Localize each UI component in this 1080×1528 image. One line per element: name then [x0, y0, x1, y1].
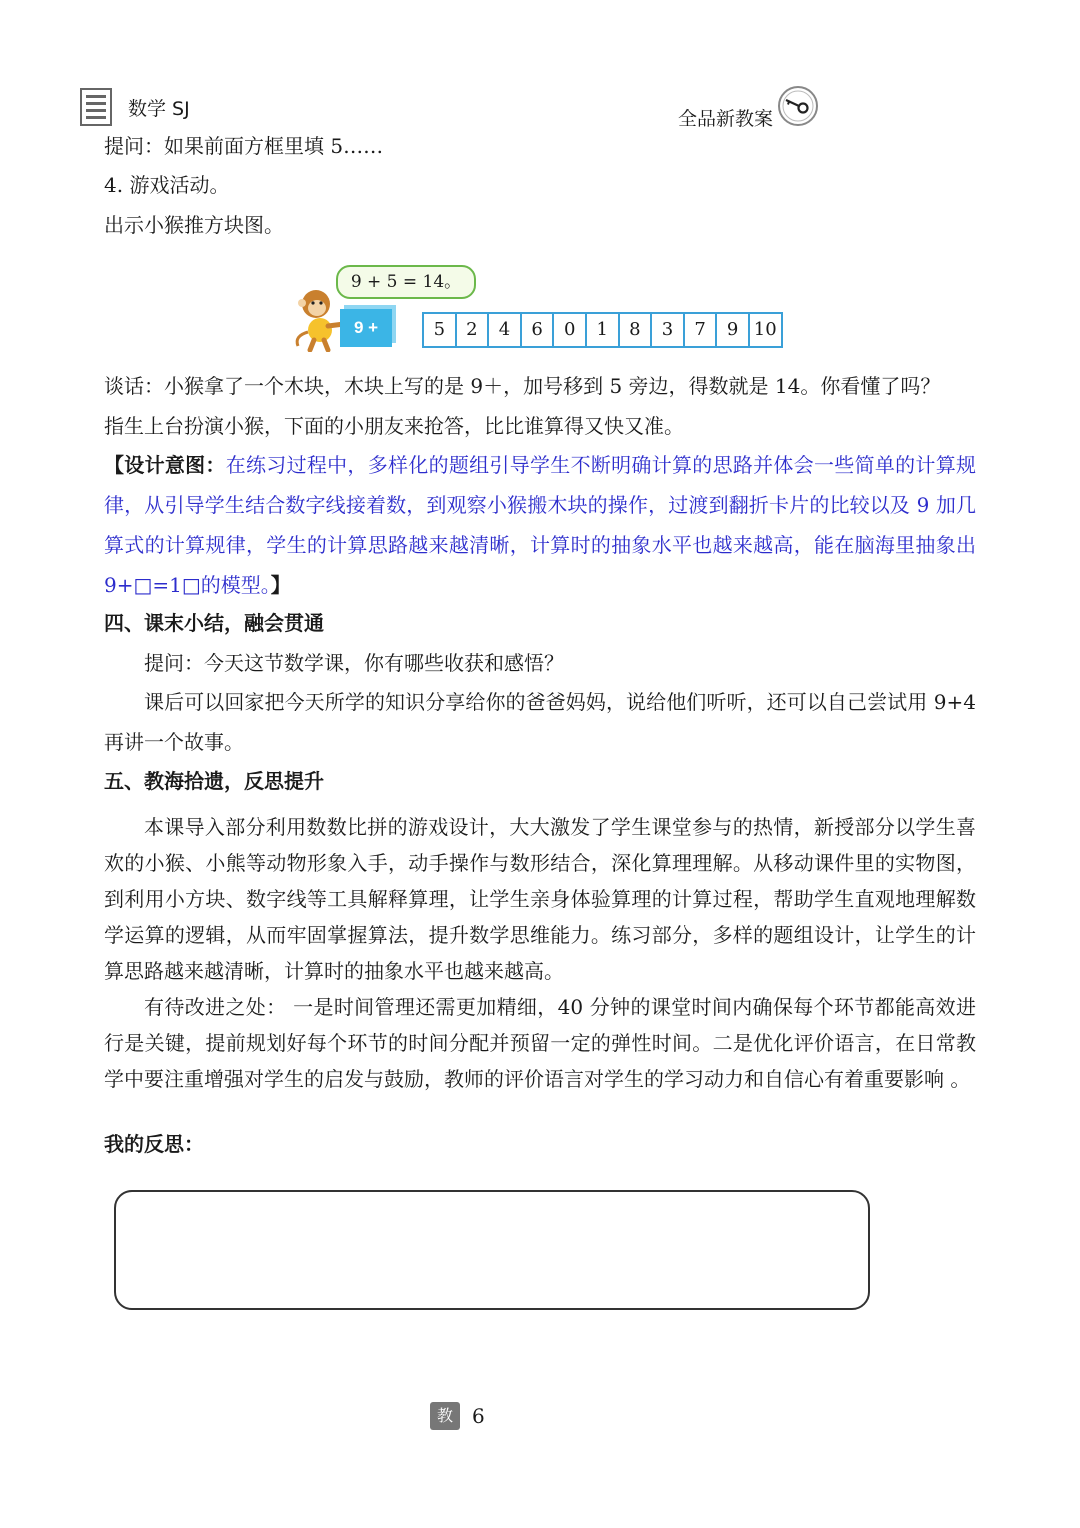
show-picture-line: 出示小猴推方块图。	[104, 213, 284, 237]
talk-paragraph	[104, 366, 976, 446]
question-line: 提问：如果前面方框里填 5……	[104, 134, 384, 158]
page-number: 6	[472, 1404, 485, 1428]
design-note	[104, 445, 976, 605]
key-icon	[777, 85, 819, 127]
section-4-question: 提问：今天这节数学课，你有哪些收获和感悟？	[144, 651, 564, 675]
number-cell: 1	[587, 314, 620, 346]
number-cell: 0	[554, 314, 587, 346]
number-cell: 6	[522, 314, 555, 346]
number-cell: 8	[620, 314, 653, 346]
reflection-box[interactable]	[114, 1190, 870, 1310]
page-footer	[430, 1402, 485, 1430]
page-header-left	[80, 88, 190, 126]
subject-label: 数学 SJ	[128, 97, 190, 120]
section-5-paragraph-1: 本课导入部分利用数数比拼的游戏设计，大大激发了学生课堂参与的热情，新授部分以学生喜欢的小猴、小熊等动物形象入手，动手操作与数形结合，深化算理理解。从移动课件里的实物图，到利用小方块、数字线等工具解释算理，让学生亲身体验算理的计算过程，帮助学生直观地理解数学运算的逻辑，从而牢固掌握算法，提升数学思维能力。练习部分，多样的题组设计，让学生的计算思路越来越清晰，计算时的抽象水平也越来越高。	[104, 815, 976, 983]
teacher-badge-icon: 教	[430, 1402, 460, 1430]
number-cell: 3	[652, 314, 685, 346]
book-icon	[80, 88, 112, 126]
section-5-paragraph-2: 有待改进之处： 一是时间管理还需更加精细，40 分钟的课堂时间内确保每个环节都能高效进行是关键，提前规划好每个环节的时间分配并预留一定的弹性时间。二是优化评价语言，在日常教学中要注重增强对学生的启发与鼓励，教师的评价语言对学生的学习动力和自信心有着重要影响 。	[104, 995, 976, 1091]
number-cell: 5	[424, 314, 457, 346]
number-cell: 2	[457, 314, 490, 346]
talk-line: 谈话：小猴拿了一个木块，木块上写的是 9＋，加号移到 5 旁边，得数就是 14。你看懂了吗？	[104, 374, 941, 398]
speech-bubble: 9 + 5 = 14。	[336, 265, 476, 299]
brand-label: 全品新教案	[678, 108, 774, 130]
section-4-title: 四、课末小结，融会贯通	[104, 611, 324, 635]
section-4-paragraph: 课后可以回家把今天所学的知识分享给你的爸爸妈妈，说给他们听听，还可以自己尝试用 9+4 再讲一个故事。	[104, 690, 976, 754]
number-cell: 10	[753, 319, 777, 340]
activity-heading: 4. 游戏活动。	[104, 173, 230, 197]
design-note-open: 【设计意图：	[104, 453, 226, 477]
section-5-title: 五、教海拾遗，反思提升	[104, 769, 324, 793]
number-block: 9 +	[340, 309, 392, 347]
talk-line: 指生上台扮演小猴，下面的小朋友来抢答，比比谁算得又快又准。	[104, 414, 684, 438]
page-header-right	[678, 80, 819, 131]
reflection-label: 我的反思：	[104, 1132, 204, 1156]
number-strip	[422, 312, 783, 348]
number-cell: 4	[489, 314, 522, 346]
design-note-close: 】	[270, 573, 291, 597]
number-cell: 9	[717, 314, 750, 346]
number-cell: 7	[685, 314, 718, 346]
design-note-body: 在练习过程中，多样化的题组引导学生不断明确计算的思路并体会一些简单的计算规律，从引导学生结合数字线接着数，到观察小猴搬木块的操作，过渡到翻折卡片的比较以及 9 加几算式的计算规律，学生的计算思路越来越清晰，计算时的抽象水平也越来越高，能在脑海里抽象出 9+□=1□的模型。	[104, 453, 977, 597]
